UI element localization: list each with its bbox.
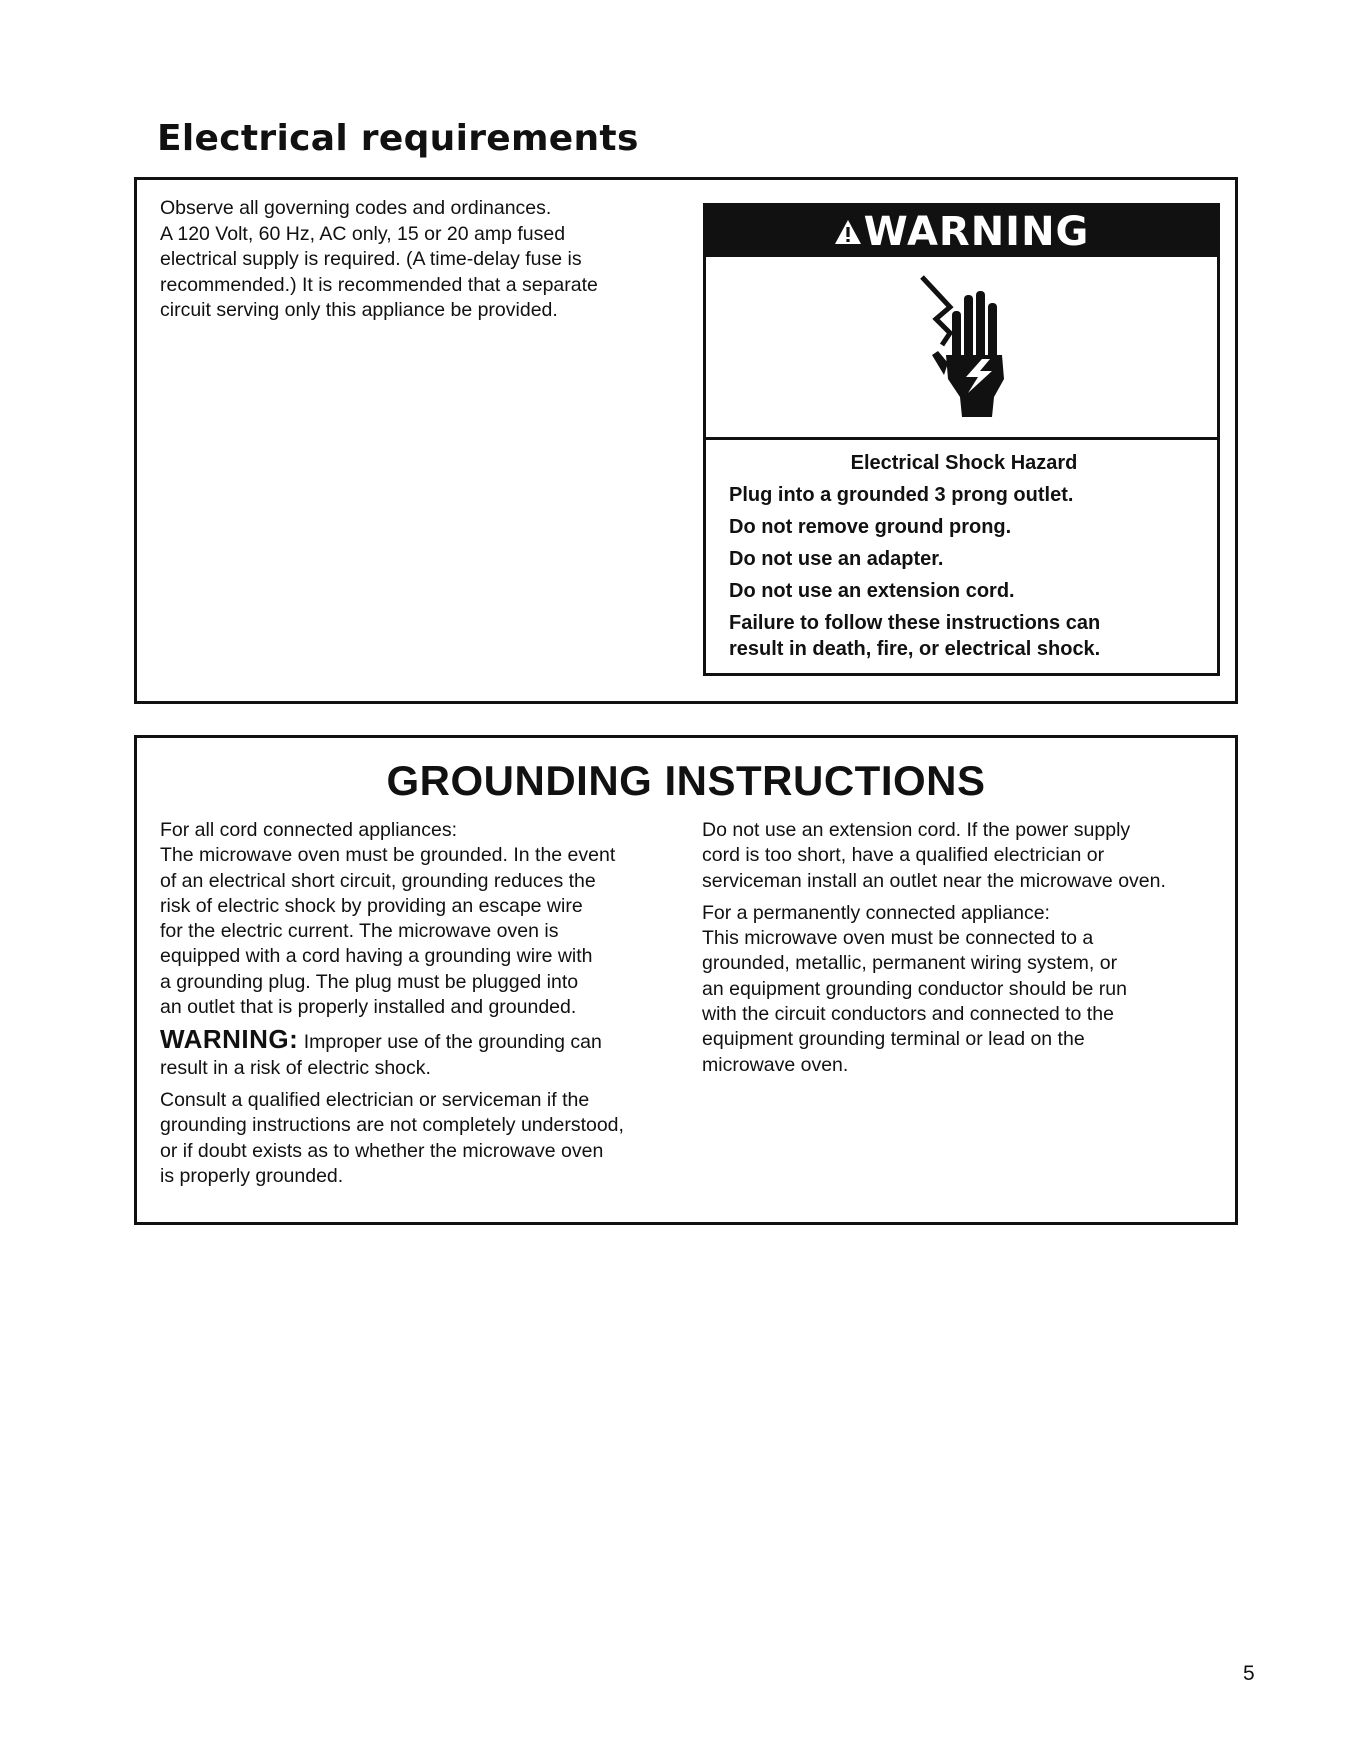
intro-line: electrical supply is required. (A time-delay fuse is	[160, 248, 582, 270]
text-line: a grounding plug. The plug must be plugged into	[160, 970, 579, 993]
grounding-paragraph	[160, 818, 690, 1020]
warning-text	[729, 450, 1199, 662]
text-line: of an electrical short circuit, grounding reduces the	[160, 869, 596, 892]
text-line: with the circuit conductors and connected to the	[702, 1003, 1114, 1026]
grounding-paragraph	[702, 901, 1232, 1078]
warning-line: Do not remove ground prong.	[729, 516, 1012, 538]
warning-consequence-line: result in death, fire, or electrical shock.	[729, 638, 1101, 660]
warning-label: WARNING:	[160, 1024, 299, 1055]
text-line: grounded, metallic, permanent wiring system, or	[702, 952, 1118, 975]
grounding-warning-paragraph	[160, 1024, 690, 1081]
text-line: result in a risk of electric shock.	[160, 1056, 431, 1079]
intro-line: recommended.) It is recommended that a separate	[160, 273, 598, 296]
text-line: Improper use of the grounding can	[298, 1031, 602, 1054]
warning-box	[703, 203, 1220, 676]
warning-triangle-icon	[834, 218, 862, 246]
text-line: is properly grounded.	[160, 1164, 344, 1187]
warning-header-text: WARNING	[863, 208, 1090, 255]
text-line: Consult a qualified electrician or serviceman if the	[160, 1088, 590, 1111]
intro-line: A 120 Volt, 60 Hz, AC only, 15 or 20 amp fused	[160, 222, 566, 245]
text-line: an outlet that is properly installed and grounded.	[160, 996, 577, 1019]
text-line: For all cord connected appliances:	[160, 819, 458, 841]
warning-line: Plug into a grounded 3 prong outlet.	[729, 484, 1074, 506]
text-line: an equipment grounding conductor should be run	[702, 977, 1127, 1000]
warning-header	[706, 206, 1217, 257]
page-number: 5	[1243, 1662, 1255, 1685]
text-line: for the electric current. The microwave oven is	[160, 920, 559, 943]
warning-icon-area	[706, 257, 1217, 440]
warning-line: Do not use an adapter.	[729, 548, 944, 570]
text-line: This microwave oven must be connected to a	[702, 927, 1094, 950]
warning-line: Do not use an extension cord.	[729, 580, 1015, 602]
section-title: Electrical requirements	[157, 118, 639, 159]
text-line: microwave oven.	[702, 1053, 849, 1076]
grounding-title: GROUNDING INSTRUCTIONS	[386, 757, 986, 804]
intro-line: Observe all governing codes and ordinances.	[160, 197, 552, 219]
text-line: cord is too short, have a qualified electrician or	[702, 844, 1105, 867]
text-line: equipped with a cord having a grounding wire with	[160, 945, 593, 968]
text-line: serviceman install an outlet near the microwave oven.	[702, 869, 1166, 892]
text-line: Do not use an extension cord. If the power supply	[702, 819, 1131, 841]
text-line: equipment grounding terminal or lead on the	[702, 1028, 1085, 1051]
intro-line: circuit serving only this appliance be provided.	[160, 299, 558, 321]
electric-shock-hand-icon	[902, 267, 1022, 427]
grounding-paragraph	[702, 818, 1232, 894]
text-line: grounding instructions are not completely understood,	[160, 1114, 624, 1137]
grounding-right-column	[702, 818, 1232, 1085]
hazard-title: Electrical Shock Hazard	[850, 452, 1078, 474]
text-line: risk of electric shock by providing an escape wire	[160, 894, 583, 917]
grounding-paragraph	[160, 1088, 690, 1189]
text-line: or if doubt exists as to whether the microwave oven	[160, 1139, 604, 1162]
grounding-left-column	[160, 818, 690, 1196]
text-line: For a permanently connected appliance:	[702, 901, 1050, 924]
electrical-intro-text	[160, 196, 690, 324]
text-line: The microwave oven must be grounded. In the event	[160, 844, 616, 867]
warning-consequence-line: Failure to follow these instructions can	[729, 612, 1101, 634]
